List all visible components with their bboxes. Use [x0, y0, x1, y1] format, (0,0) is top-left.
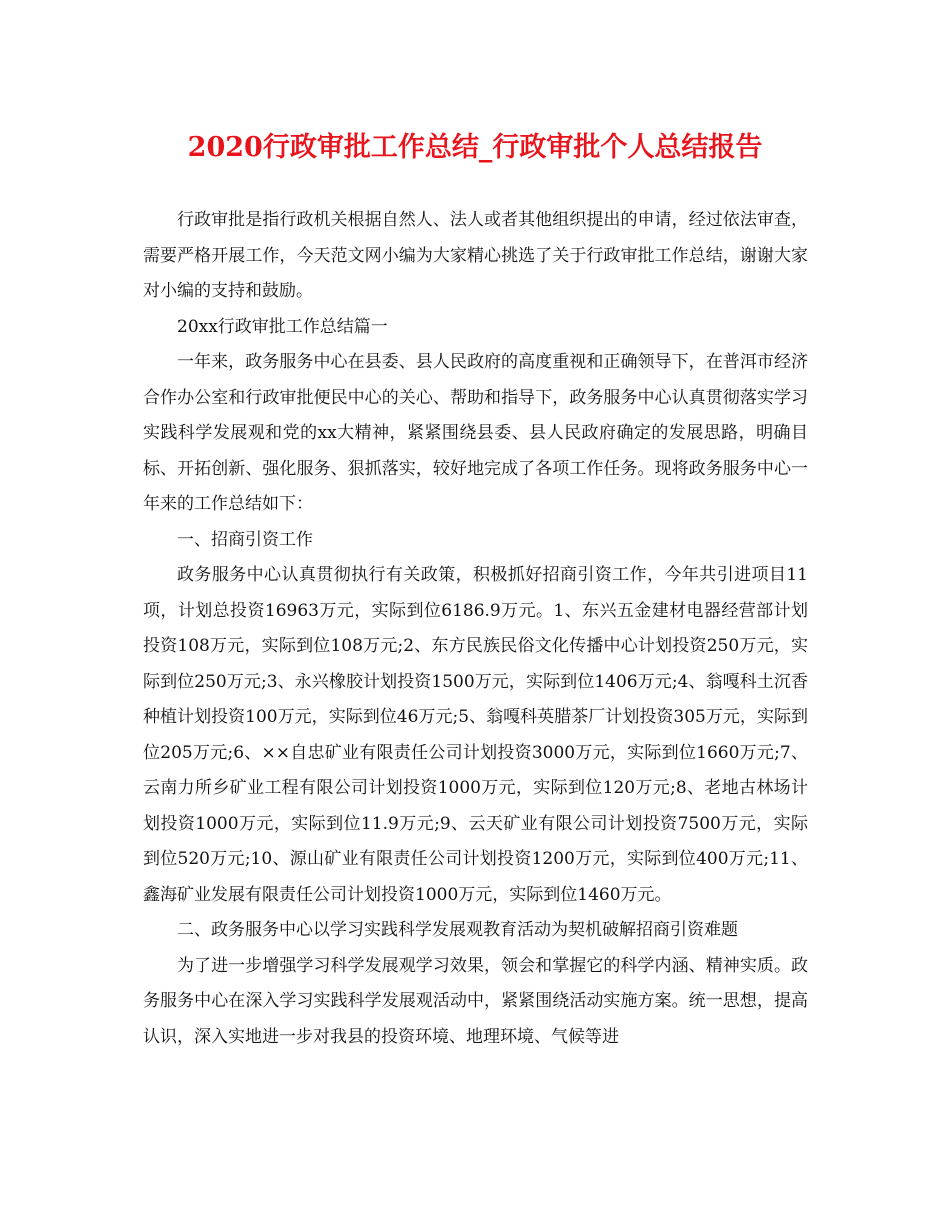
- paragraph-heading-study: 二、政务服务中心以学习实践科学发展观教育活动为契机破解招商引资难题: [177, 920, 738, 940]
- paragraph-study-details: 为了进一步增强学习科学发展观学习效果，领会和掌握它的科学内涵、精神实质。政务服务中心在深入学习实践科学发展观活动中，紧紧围绕活动实施方案。统一思想，提高认识，深入实地进一步对我县的投资环境、地理环境、气候等进: [143, 955, 808, 1047]
- paragraph-section-heading: 20xx行政审批工作总结篇一: [177, 316, 388, 337]
- document-body: [143, 203, 808, 1055]
- paragraph-heading-investment: 一、招商引资工作: [177, 529, 313, 550]
- paragraph-overview: 一年来，政务服务中心在县委、县人民政府的高度重视和正确领导下，在普洱市经济合作办公室和行政审批便民中心的关心、帮助和指导下，政务服务中心认真贯彻落实学习实践科学发展观和党的xx大精神，紧紧围绕县委、县人民政府确定的发展思路，明确目标、开拓创新、强化服务、狠抓落实，较好地完成了各项工作任务。现将政务服务中心一年来的工作总结如下：: [143, 352, 808, 514]
- paragraph-intro: 行政审批是指行政机关根据自然人、法人或者其他组织提出的申请，经过依法审查，需要严格开展工作，今天范文网小编为大家精心挑选了关于行政审批工作总结，谢谢大家对小编的支持和鼓励。: [143, 210, 808, 301]
- document-title: 2020行政审批工作总结_行政审批个人总结报告: [187, 132, 763, 163]
- paragraph-investment-details: 政务服务中心认真贯彻执行有关政策，积极抓好招商引资工作，今年共引进项目11项，计划总投资16963万元，实际到位6186.9万元。1、东兴五金建材电器经营部计划投资108万元，实际到位108万元;2、东方民族民俗文化传播中心计划投资250万元，实际到位250万元;3、永兴橡胶计划投资1500万元，实际到位1406万元;4、翁嘎科土沉香种植计划投资100万元，实际到位46万元;5、翁嘎科英腊茶厂计划投资305万元，实际到位205万元;6、××自忠矿业有限责任公司计划投资3000万元，实际到位1660万元;7、云南力所乡矿业工程有限公司计划投资1000万元，实际到位120万元;8、老地古林场计划投资1000万元，实际到位11.9万元;9、云天矿业有限公司计划投资7500万元，实际到位520万元;10、源山矿业有限责任公司计划投资1200万元，实际到位400万元;11、鑫海矿业发展有限责任公司计划投资1000万元，实际到位1460万元。: [143, 565, 808, 905]
